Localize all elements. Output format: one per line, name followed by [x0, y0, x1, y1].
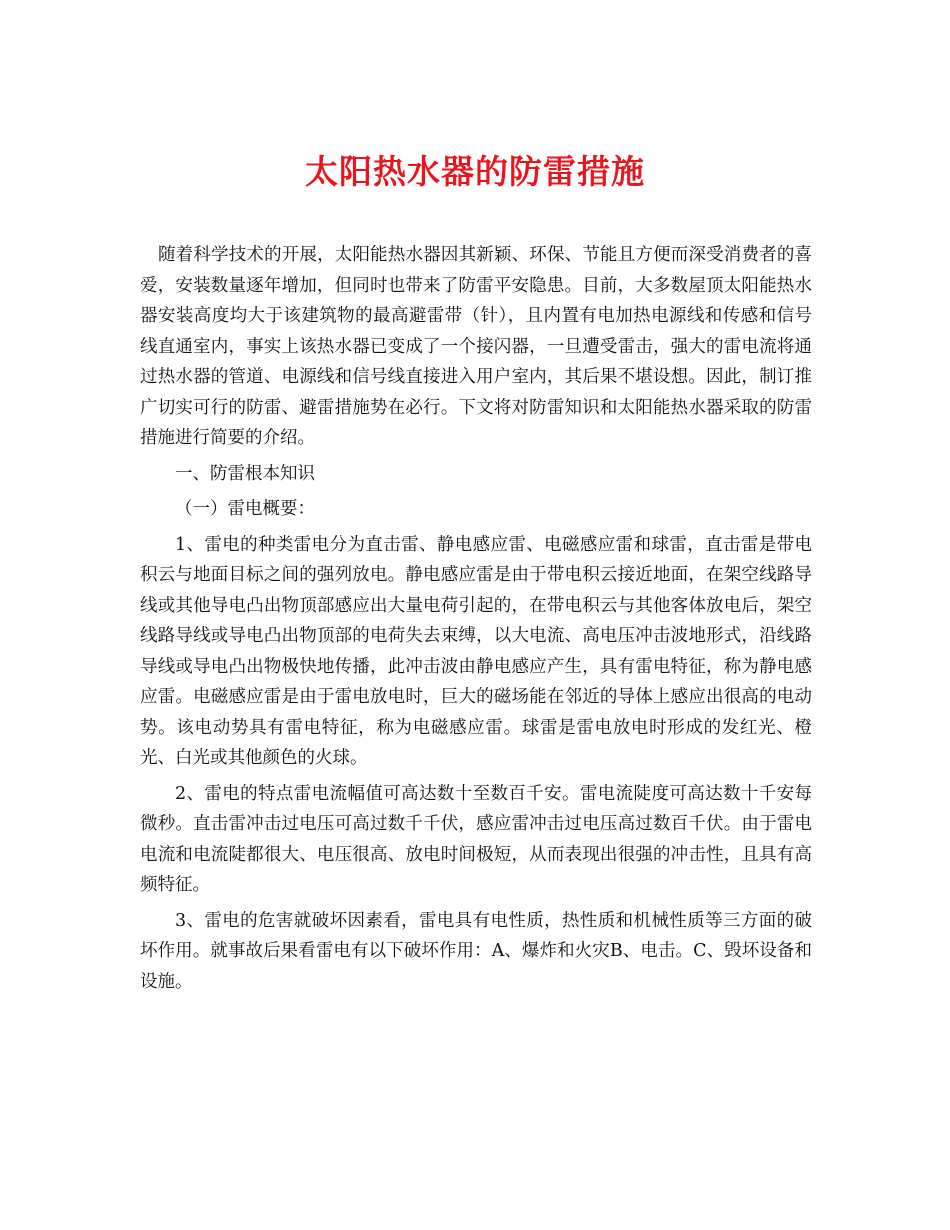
body-paragraph: 2、雷电的特点雷电流幅值可高达数十至数百千安。雷电流陡度可高达数十千安每微秒。直击雷冲击过电压可高过数千千伏，感应雷冲击过电压高过数百千伏。由于雷电电流和电流陡都很大、电压很高、放电时间极短，从而表现出很强的冲击性，且具有高频特征。 [140, 783, 812, 895]
document-body [140, 240, 812, 1002]
body-paragraph: 1、雷电的种类雷电分为直击雷、静电感应雷、电磁感应雷和球雷，直击雷是带电积云与地面目标之间的强列放电。静电感应雷是由于带电积云接近地面，在架空线路导线或其他导电凸出物顶部感应出大量电荷引起的，在带电积云与其他客体放电后，架空线路导线或导电凸出物顶部的电荷失去束缚，以大电流、高电压冲击波地形式，沿线路导线或导电凸出物极快地传播，此冲击波由静电感应产生，具有雷电特征，称为静电感应雷。电磁感应雷是由于雷电放电时，巨大的磁场能在邻近的导体上感应出很高的电动势。该电动势具有雷电特征，称为电磁感应雷。球雷是雷电放电时形成的发红光、橙光、白光或其他颜色的火球。 [140, 534, 812, 768]
section-heading: 一、防雷根本知识 [175, 463, 315, 484]
body-paragraph: 3、雷电的危害就破坏因素看，雷电具有电性质，热性质和机械性质等三方面的破坏作用。就事故后果看雷电有以下破坏作用：A、爆炸和火灾B、电击。C、毁坏设备和设施。 [140, 910, 812, 992]
page-title: 太阳热水器的防雷措施 [305, 152, 645, 192]
subsection-heading: （一）雷电概要： [175, 499, 315, 519]
intro-paragraph: 随着科学技术的开展，太阳能热水器因其新颖、环保、节能且方便而深受消费者的喜爱，安装数量逐年增加，但同时也带来了防雷平安隐患。目前，大多数屋顶太阳能热水器安装高度均大于该建筑物的最高避雷带（针），且内置有电加热电源线和传感和信号线直通室内，事实上该热水器已变成了一个接闪器，一旦遭受雷击，强大的雷电流将通过热水器的管道、电源线和信号线直接进入用户室内，其后果不堪设想。因此，制订推广切实可行的防雷、避雷措施势在必行。下文将对防雷知识和太阳能热水器采取的防雷措施进行简要的介绍。 [140, 245, 812, 448]
